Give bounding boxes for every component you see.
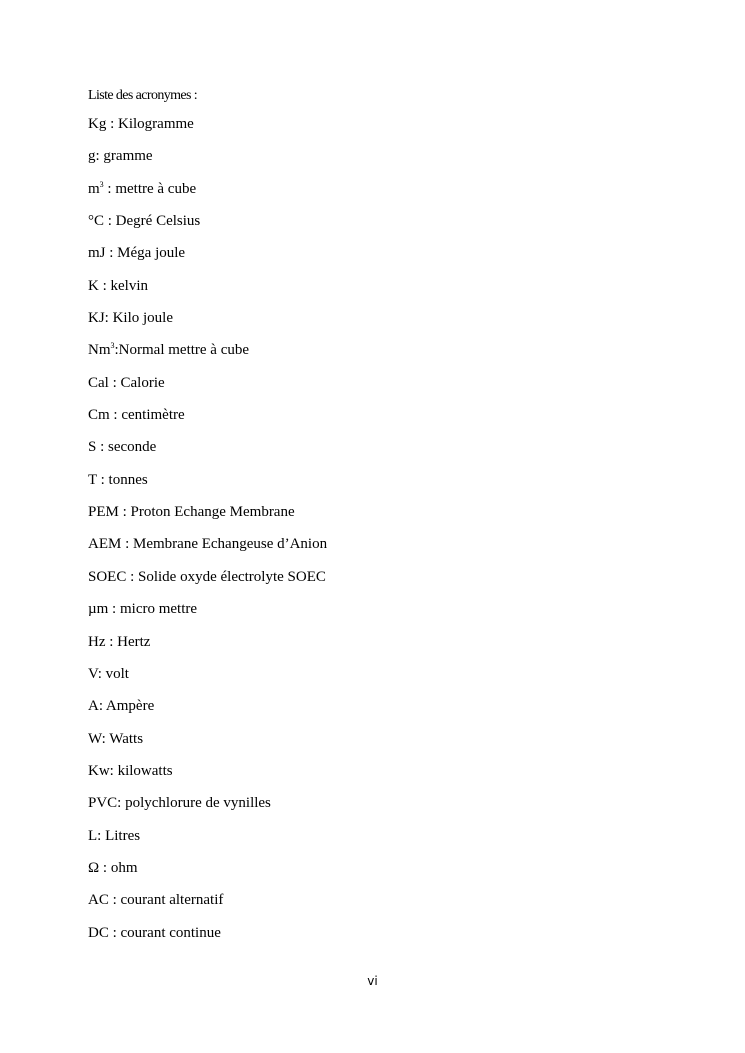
acronym-entry-pvc: PVC: polychlorure de vynilles	[88, 795, 271, 812]
acronym-entry-pem: PEM : Proton Echange Membrane	[88, 504, 295, 521]
page-title: Liste des acronymes :	[88, 88, 198, 103]
acronym-entry-um: µm : micro mettre	[88, 601, 198, 618]
acronym-entry-hz: Hz : Hertz	[88, 633, 151, 650]
acronym-entry-mj: mJ : Méga joule	[88, 245, 186, 262]
acronym-entry-dc: DC : courant continue	[88, 924, 221, 941]
acronym-entry-cm: Cm : centimètre	[88, 407, 185, 424]
acronym-term: Nm	[88, 342, 111, 359]
acronym-list	[88, 114, 327, 955]
acronym-entry-w: W: Watts	[88, 730, 144, 747]
acronym-entry-nm3	[88, 340, 327, 372]
acronym-entry-s: S : seconde	[88, 439, 157, 456]
acronym-definition: : mettre à cube	[103, 180, 197, 197]
page-number: vi	[367, 974, 378, 988]
acronym-entry-t: T : tonnes	[88, 471, 148, 488]
acronym-definition: :Normal mettre à cube	[114, 342, 250, 359]
acronym-entry-kw: Kw: kilowatts	[88, 762, 173, 779]
acronym-entry-g: g: gramme	[88, 148, 153, 165]
acronym-entry-a: A: Ampère	[88, 698, 155, 715]
acronym-entry-soec: SOEC : Solide oxyde électrolyte SOEC	[88, 568, 326, 585]
acronym-entry-k: K : kelvin	[88, 277, 148, 294]
superscript: 3	[110, 341, 115, 351]
acronym-entry-celsius: °C : Degré Celsius	[88, 213, 201, 230]
acronym-term: m	[88, 180, 100, 197]
superscript: 3	[99, 179, 104, 189]
acronym-entry-l: L: Litres	[88, 827, 141, 844]
acronym-entry-kg: Kg : Kilogramme	[88, 116, 194, 132]
acronym-entry-ohm: Ω : ohm	[88, 859, 138, 876]
acronym-entry-ac: AC : courant alternatif	[88, 892, 224, 909]
acronym-entry-kj: KJ: Kilo joule	[88, 310, 173, 327]
acronym-entry-v: V: volt	[88, 665, 129, 682]
acronym-entry-m3	[88, 179, 327, 211]
acronym-entry-cal: Cal : Calorie	[88, 374, 165, 391]
acronym-entry-aem: AEM : Membrane Echangeuse d’Anion	[88, 536, 328, 553]
